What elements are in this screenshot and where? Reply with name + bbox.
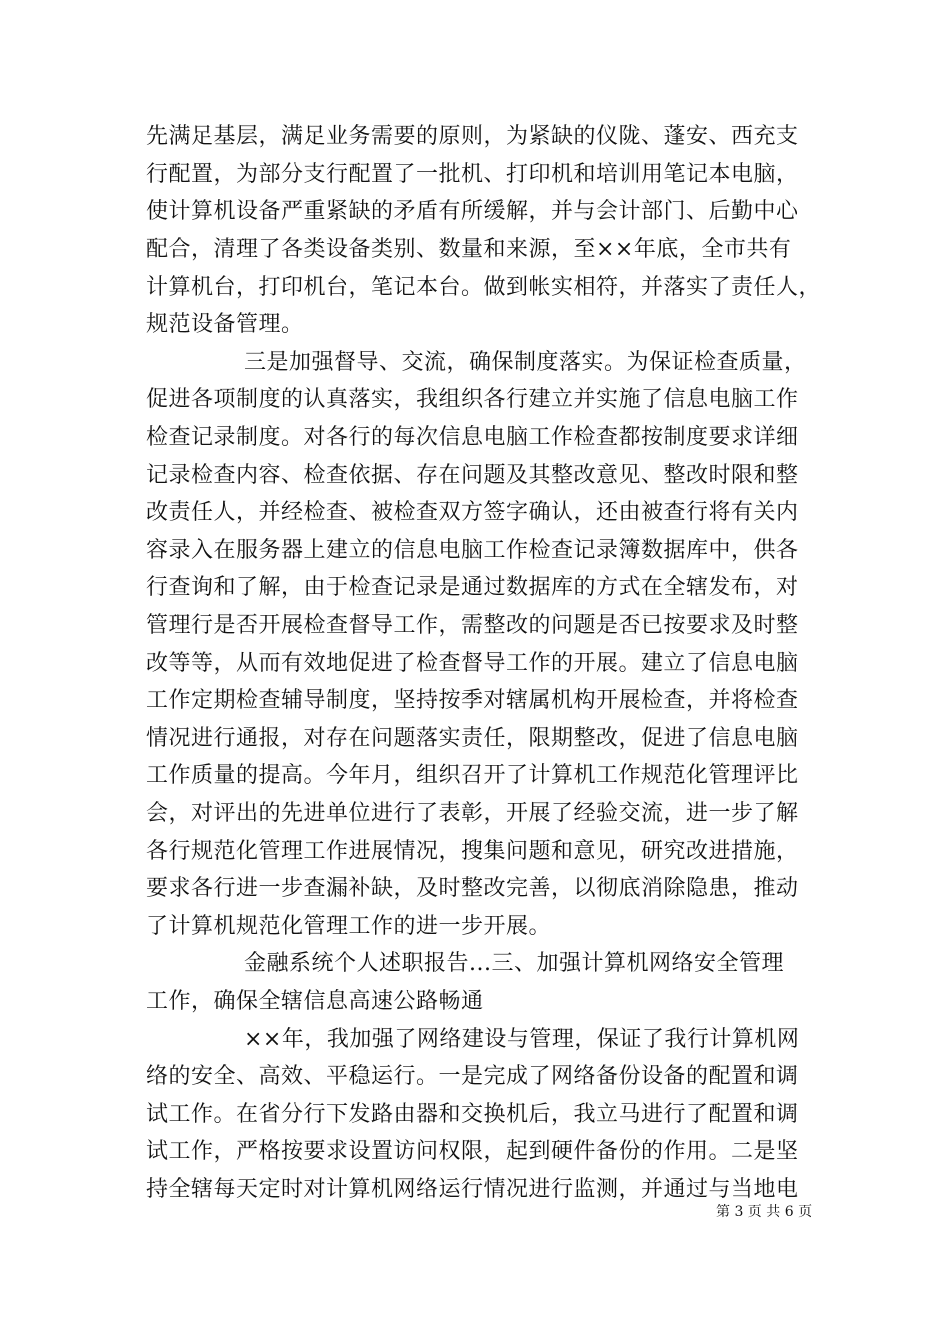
- text-line: 改责任人，并经检查、被检查双方签字确认，还由被查行将有关内: [146, 500, 799, 525]
- text-line: 了计算机规范化管理工作的进一步开展。: [146, 914, 552, 939]
- text-line: 情况进行通报，对存在问题落实责任，限期整改，促进了信息电脑: [146, 726, 799, 751]
- text-line: 要求各行进一步查漏补缺，及时整改完善，以彻底消除隐患，推动: [146, 876, 799, 901]
- text-line: 行配置，为部分支行配置了一批机、打印机和培训用笔记本电脑，: [146, 162, 799, 187]
- paragraph-start-line: 三是加强督导、交流，确保制度落实。为保证检查质量，: [244, 350, 807, 375]
- text-line: 规范设备管理。: [146, 312, 304, 337]
- text-line: 行查询和了解，由于检查记录是通过数据库的方式在全辖发布，对: [146, 575, 799, 600]
- text-line: 络的安全、高效、平稳运行。一是完成了网络备份设备的配置和调: [146, 1064, 799, 1089]
- text-line: 记录检查内容、检查依据、存在问题及其整改意见、整改时限和整: [146, 463, 799, 488]
- text-line: 管理行是否开展检查督导工作，需整改的问题是否已按要求及时整: [146, 613, 799, 638]
- page-number-footer: 第 3 页 共 6 页: [716, 1204, 813, 1220]
- text-line: 持全辖每天定时对计算机网络运行情况进行监测，并通过与当地电: [146, 1177, 799, 1202]
- paragraph-start-line: ××年，我加强了网络建设与管理，保证了我行计算机网: [244, 1027, 800, 1052]
- text-line: 配合，清理了各类设备类别、数量和来源，至××年底，全市共有: [146, 237, 792, 262]
- text-line: 使计算机设备严重紧缺的矛盾有所缓解，并与会计部门、后勤中心: [146, 199, 799, 224]
- text-line: 工作定期检查辅导制度，坚持按季对辖属机构开展检查，并将检查: [146, 688, 799, 713]
- text-line: 容录入在服务器上建立的信息电脑工作检查记录簿数据库中，供各: [146, 538, 799, 563]
- text-line: 促进各项制度的认真落实，我组织各行建立并实施了信息电脑工作: [146, 387, 799, 412]
- section-heading-line: 金融系统个人述职报告...三、加强计算机网络安全管理: [244, 951, 784, 976]
- text-line: 改等等，从而有效地促进了检查督导工作的开展。建立了信息电脑: [146, 651, 799, 676]
- text-line: 试工作，严格按要求设置访问权限，起到硬件备份的作用。二是坚: [146, 1139, 799, 1164]
- text-line: 试工作。在省分行下发路由器和交换机后，我立马进行了配置和调: [146, 1102, 799, 1127]
- text-line: 检查记录制度。对各行的每次信息电脑工作检查都按制度要求详细: [146, 425, 799, 450]
- text-line: 先满足基层，满足业务需要的原则，为紧缺的仪陇、蓬安、西充支: [146, 124, 799, 149]
- text-line: 工作质量的提高。今年月，组织召开了计算机工作规范化管理评比: [146, 763, 799, 788]
- text-line: 会，对评出的先进单位进行了表彰，开展了经验交流，进一步了解: [146, 801, 799, 826]
- section-heading-line: 工作，确保全辖信息高速公路畅通: [146, 989, 484, 1014]
- text-line: 各行规范化管理工作进展情况，搜集问题和意见，研究改进措施，: [146, 839, 799, 864]
- text-line: 计算机台，打印机台，笔记本台。做到帐实相符，并落实了责任人，: [146, 275, 822, 300]
